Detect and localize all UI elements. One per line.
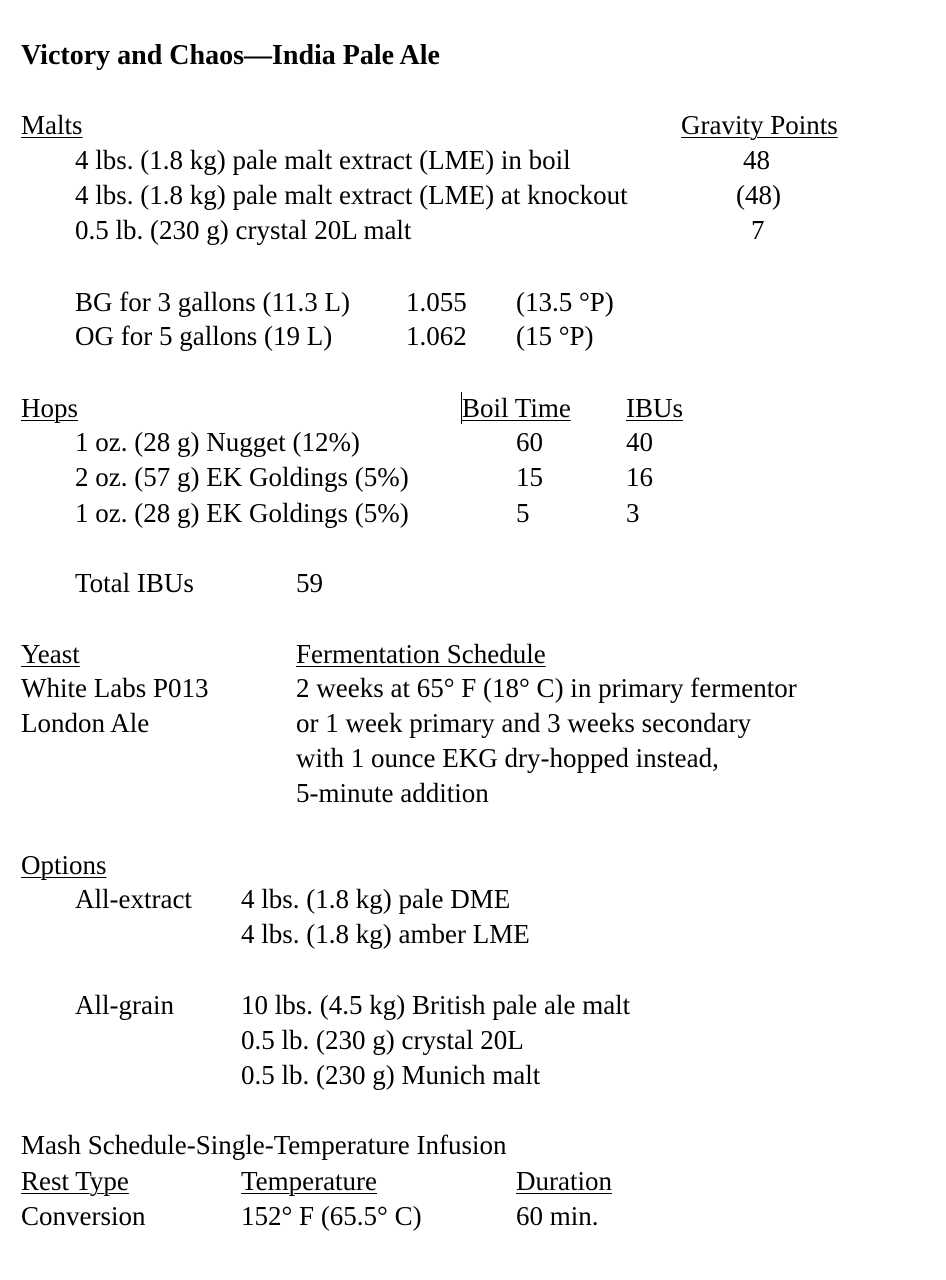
bg-plato: (13.5 °P)	[516, 287, 614, 317]
yeast-line-2: London Ale	[21, 708, 150, 738]
malt-points-3: 7	[751, 215, 765, 245]
boil-time-header: Boil Time	[462, 393, 571, 423]
malt-item-1: 4 lbs. (1.8 kg) pale malt extract (LME) in boil	[75, 145, 571, 175]
all-grain-line-1: 10 lbs. (4.5 kg) British pale ale malt	[241, 990, 631, 1020]
malt-points-1: 48	[743, 145, 770, 175]
og-plato: (15 °P)	[516, 321, 594, 351]
malt-item-2: 4 lbs. (1.8 kg) pale malt extract (LME) at knockout	[75, 180, 628, 210]
yeast-header: Yeast	[21, 639, 80, 669]
bg-value: 1.055	[406, 287, 467, 317]
malt-item-3: 0.5 lb. (230 g) crystal 20L malt	[75, 215, 412, 245]
ibus-header: IBUs	[626, 393, 684, 423]
rest-type-header: Rest Type	[21, 1166, 129, 1196]
hop-item-3: 1 oz. (28 g) EK Goldings (5%)	[75, 498, 409, 528]
all-grain-label: All-grain	[75, 990, 174, 1020]
hops-header: Hops	[21, 393, 79, 423]
yeast-line-1: White Labs P013	[21, 673, 209, 703]
fermentation-line-4: 5-minute addition	[296, 778, 489, 808]
all-extract-line-1: 4 lbs. (1.8 kg) pale DME	[241, 884, 511, 914]
duration-header: Duration	[516, 1166, 612, 1196]
fermentation-line-1: 2 weeks at 65° F (18° C) in primary fermentor	[296, 673, 797, 703]
all-extract-line-2: 4 lbs. (1.8 kg) amber LME	[241, 919, 530, 949]
mash-title: Mash Schedule-Single-Temperature Infusion	[21, 1130, 507, 1160]
all-grain-line-3: 0.5 lb. (230 g) Munich malt	[241, 1060, 541, 1090]
recipe-title: Victory and Chaos—India Pale Ale	[21, 40, 440, 71]
temperature-value: 152° F (65.5° C)	[241, 1201, 422, 1231]
malt-points-2: (48)	[736, 180, 781, 210]
hop-ibu-2: 16	[626, 462, 653, 492]
fermentation-line-2: or 1 week primary and 3 weeks secondary	[296, 708, 752, 738]
gravity-points-header: Gravity Points	[681, 110, 838, 140]
hop-ibu-1: 40	[626, 427, 653, 457]
hop-item-2: 2 oz. (57 g) EK Goldings (5%)	[75, 462, 409, 492]
fermentation-line-3: with 1 ounce EKG dry-hopped instead,	[296, 743, 719, 773]
total-ibus-value: 59	[296, 568, 323, 598]
hop-item-1: 1 oz. (28 g) Nugget (12%)	[75, 427, 360, 457]
all-extract-label: All-extract	[75, 884, 192, 914]
hop-boil-2: 15	[516, 462, 543, 492]
temperature-header: Temperature	[241, 1166, 378, 1196]
hop-ibu-3: 3	[626, 498, 640, 528]
all-grain-line-2: 0.5 lb. (230 g) crystal 20L	[241, 1025, 524, 1055]
total-ibus-label: Total IBUs	[75, 568, 194, 598]
bg-label: BG for 3 gallons (11.3 L)	[75, 287, 350, 317]
og-value: 1.062	[406, 321, 467, 351]
rest-type-value: Conversion	[21, 1201, 146, 1231]
fermentation-header: Fermentation Schedule	[296, 639, 546, 669]
hop-boil-1: 60	[516, 427, 543, 457]
options-header: Options	[21, 850, 107, 880]
malts-header: Malts	[21, 110, 83, 140]
hop-boil-3: 5	[516, 498, 530, 528]
og-label: OG for 5 gallons (19 L)	[75, 321, 333, 351]
duration-value: 60 min.	[516, 1201, 599, 1231]
